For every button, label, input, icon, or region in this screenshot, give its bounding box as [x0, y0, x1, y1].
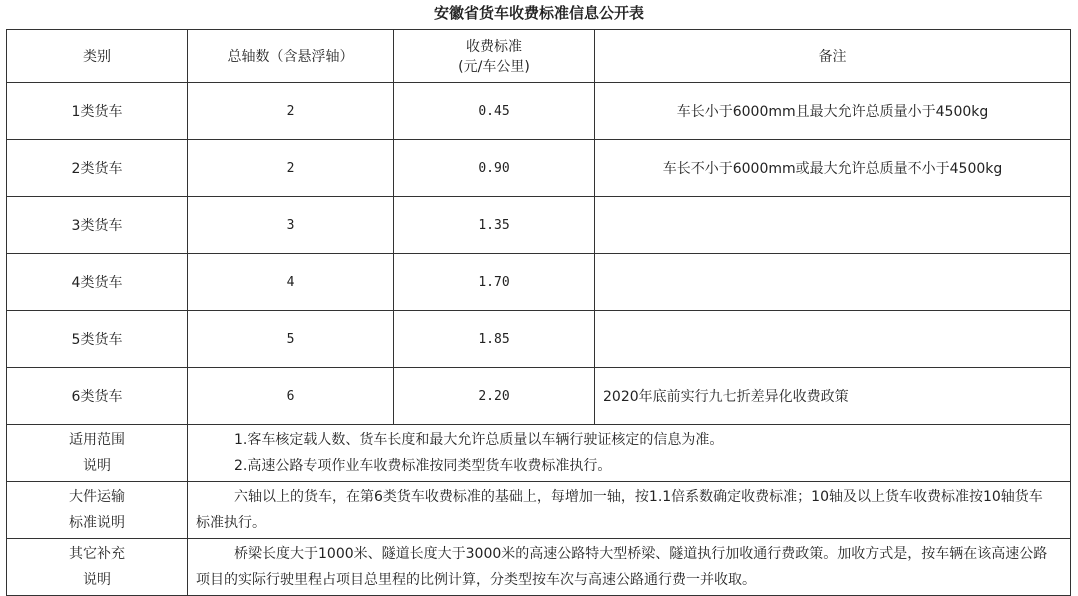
row-axles: 2 [188, 83, 394, 140]
row-category: 5类货车 [7, 311, 188, 368]
scope-line2: 2.高速公路专项作业车收费标准按同类型货车收费标准执行。 [234, 458, 612, 474]
toll-table [6, 29, 1071, 596]
other-paragraph: 桥梁长度大于1000米、隧道长度大于3000米的高速公路特大型桥梁、隧道执行加收通行费政策。加收方式是，按车辆在该高速公路项目的实际行驶里程占项目总里程的比例计算，分类型按车次与高速公路通行费一并收取。 [196, 546, 1048, 588]
row-axles: 2 [188, 140, 394, 197]
oversize-label-line1: 大件运输 [69, 489, 125, 505]
row-rate: 0.45 [394, 83, 595, 140]
row-rate: 1.85 [394, 311, 595, 368]
scope-row [7, 425, 1071, 482]
oversize-paragraph: 六轴以上的货车，在第6类货车收费标准的基础上，每增加一轴，按1.1倍系数确定收费标准；10轴及以上货车收费标准按10轴货车标准执行。 [196, 489, 1043, 531]
oversize-label-line2: 标准说明 [69, 515, 125, 531]
scope-text [188, 425, 1071, 482]
row-category: 1类货车 [7, 83, 188, 140]
scope-label-line2: 说明 [83, 458, 111, 474]
table-row [7, 368, 1071, 425]
other-label-line1: 其它补充 [69, 546, 125, 562]
row-remark [595, 254, 1071, 311]
row-rate: 2.20 [394, 368, 595, 425]
row-rate: 1.70 [394, 254, 595, 311]
row-rate: 1.35 [394, 197, 595, 254]
row-category: 2类货车 [7, 140, 188, 197]
header-remarks: 备注 [595, 30, 1071, 83]
header-axles: 总轴数（含悬浮轴） [188, 30, 394, 83]
row-axles: 6 [188, 368, 394, 425]
other-label-line2: 说明 [83, 572, 111, 588]
other-text [188, 539, 1071, 596]
row-remark [595, 311, 1071, 368]
row-remark [595, 197, 1071, 254]
row-remark: 车长小于6000mm且最大允许总质量小于4500kg [595, 83, 1071, 140]
table-title: 安徽省货车收费标准信息公开表 [433, 4, 644, 22]
header-rate [394, 30, 595, 83]
header-rate-line2: (元/车公里) [458, 59, 530, 75]
row-category: 6类货车 [7, 368, 188, 425]
row-category: 4类货车 [7, 254, 188, 311]
row-axles: 5 [188, 311, 394, 368]
scope-label [7, 425, 188, 482]
row-category: 3类货车 [7, 197, 188, 254]
other-row [7, 539, 1071, 596]
row-remark: 车长不小于6000mm或最大允许总质量不小于4500kg [595, 140, 1071, 197]
other-label [7, 539, 188, 596]
row-axles: 4 [188, 254, 394, 311]
table-row [7, 311, 1071, 368]
oversize-row [7, 482, 1071, 539]
row-axles: 3 [188, 197, 394, 254]
header-category: 类别 [7, 30, 188, 83]
table-row [7, 83, 1071, 140]
scope-line1: 1.客车核定载人数、货车长度和最大允许总质量以车辆行驶证核定的信息为准。 [234, 432, 724, 448]
oversize-text [188, 482, 1071, 539]
row-remark: 2020年底前实行九七折差异化收费政策 [595, 368, 1071, 425]
row-rate: 0.90 [394, 140, 595, 197]
scope-label-line1: 适用范围 [69, 432, 125, 448]
oversize-label [7, 482, 188, 539]
table-row [7, 140, 1071, 197]
table-row [7, 197, 1071, 254]
header-row [7, 30, 1071, 83]
header-rate-line1: 收费标准 [466, 39, 522, 55]
table-row [7, 254, 1071, 311]
